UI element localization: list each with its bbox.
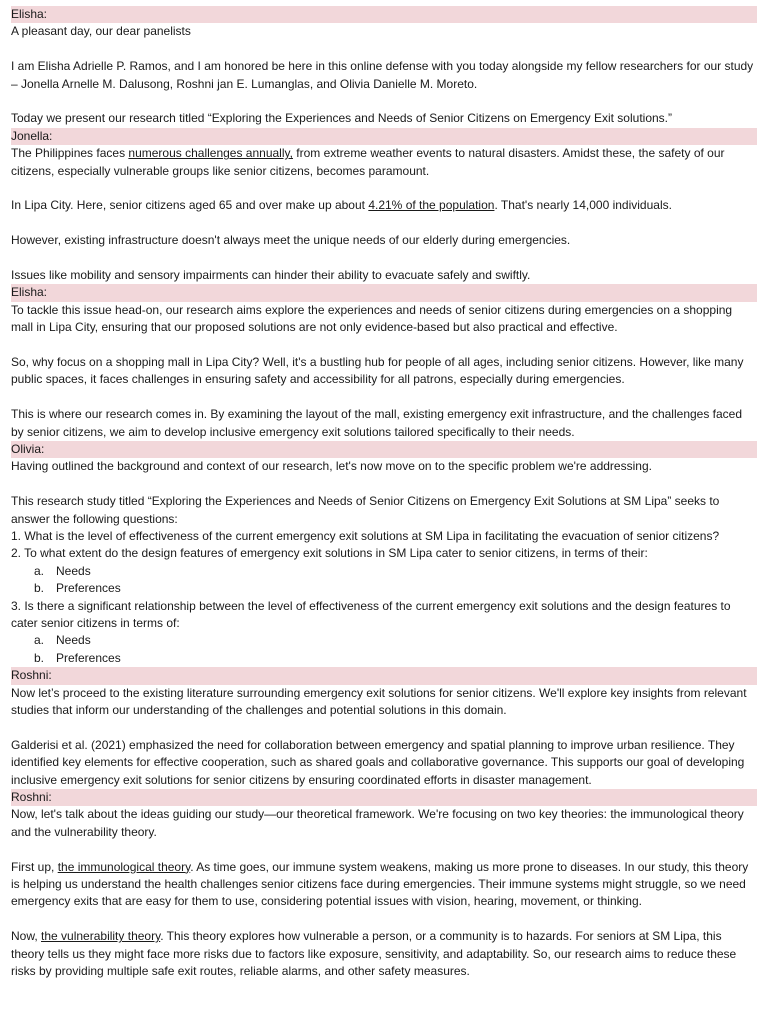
text-run: The Philippines faces [11, 146, 129, 161]
underlined-text: 4.21% of the population [368, 198, 495, 213]
vulnerability-theory-paragraph [11, 928, 757, 980]
list-item-text: Needs [56, 633, 91, 648]
literature-intro-paragraph: Now let’s proceed to the existing literature surrounding emergency exit solutions for senior citizens. We'll explore key insights from relevant studies that inform our understanding of the challenges and potential solutions in this domain. [11, 685, 747, 718]
impairments-paragraph: Issues like mobility and sensory impairments can hinder their ability to evacuate safely and swiftly. [11, 267, 531, 282]
underlined-text: the vulnerability theory [41, 929, 161, 944]
framework-intro-paragraph: Now, let's talk about the ideas guiding our study—our theoretical framework. We're focusing on two key theories: the immunological theory and the vulnerability theory. [11, 807, 744, 839]
text-run: from extreme weather events to natural disasters. Amidst these, the safety of our citizens, especially vulnerable groups like senior citizens, becomes paramount. [11, 146, 725, 178]
paragraph-gap [0, 911, 768, 928]
philippines-challenges-paragraph [11, 145, 757, 180]
research-aim-paragraph: To tackle this issue head-on, our research aims explore the experiences and needs of senior citizens during emergencies on a shopping mall in Lipa City, ensuring that our proposed solutions are not only evidence-based but also practical and effective. [11, 302, 733, 335]
speaker-label-jonella: Jonella: [11, 128, 757, 145]
list-item [34, 580, 757, 597]
paragraph-gap [0, 476, 768, 493]
mall-focus-paragraph: So, why focus on a shopping mall in Lipa City? Well, it's a bustling hub for people of all ages, including senior citizens. However, like many public spaces, it faces challenges in ensuring safety and accessibility for all patrons, especially during emergencies. [11, 354, 744, 387]
paragraph-gap [0, 337, 768, 354]
paragraph-gap [0, 180, 768, 197]
underlined-text: the immunological theory [57, 859, 191, 874]
infrastructure-paragraph: However, existing infrastructure doesn't always meet the unique needs of our elderly during emergencies. [11, 233, 571, 248]
text-run: . As time goes, our immune system weakens, making us more prone to diseases. In our study, this theory is helping us understand the health challenges senior citizens face during emergencies. Their immune systems might struggle, so we need emergency exits that are easy for them to use, considering potential issues with vision, hearing, movement, or thinking. [11, 859, 749, 909]
research-title-paragraph: Today we present our research titled “Exploring the Experiences and Needs of Senior Citizens on Emergency Exit solutions.” [11, 111, 673, 126]
paragraph-gap [0, 215, 768, 232]
speaker-label-olivia: Olivia: [11, 441, 757, 458]
paragraph-gap [0, 719, 768, 736]
immunological-theory-paragraph [11, 859, 757, 911]
lipa-population-paragraph [11, 197, 757, 214]
paragraph-gap [0, 250, 768, 267]
question-3: 3. Is there a significant relationship between the level of effectiveness of the current emergency exit solutions and the design features to cater senior citizens in terms of: [11, 598, 731, 631]
speaker-label-roshni: Roshni: [11, 667, 757, 684]
list-marker: a. [34, 563, 45, 578]
speaker-label-elisha: Elisha: [11, 6, 757, 23]
galderisi-paragraph: Galderisi et al. (2021) emphasized the need for collaboration between emergency and spatial planning to improve urban resilience. They identified key elements for effective cooperation, such as shared goals and collaborative governance. This supports our goal of developing inclusive emergency exit solutions for senior citizens by ensuring coordinated efforts in disaster management. [11, 737, 745, 787]
research-approach-paragraph: This is where our research comes in. By examining the layout of the mall, existing emergency exit infrastructure, and the challenges faced by senior citizens, we aim to develop inclusive emergency exit solutions tailored specifically to their needs. [11, 407, 743, 439]
text-run: . This theory explores how vulnerable a person, or a community is to hazards. For seniors at SM Lipa, this theory tells us they might face more risks due to factors like exposure, sensitivity, and adaptability. So, our research aims to reduce these risks by providing multiple safe exit routes, reliable alarms, and other safety measures. [11, 929, 737, 979]
list-item [34, 650, 757, 667]
list-marker: b. [34, 581, 45, 596]
list-item-text: Preferences [56, 581, 121, 596]
list-item-text: Needs [56, 563, 91, 578]
question-2: 2. To what extent do the design features of emergency exit solutions in SM Lipa cater to senior citizens, in terms of their: [11, 546, 648, 561]
text-run: In Lipa City. Here, senior citizens aged 65 and over make up about [11, 198, 369, 213]
introduction-paragraph: I am Elisha Adrielle P. Ramos, and I am honored be here in this online defense with you today alongside my fellow researchers for our study – Jonella Arnelle M. Dalusong, Roshni jan E. Lumanglas, and Olivia Danielle M. Moreto. [11, 59, 754, 91]
greeting-paragraph: A pleasant day, our dear panelists [11, 24, 191, 39]
question-1: 1. What is the level of effectiveness of the current emergency exit solutions at SM Lipa in facilitating the evacuation of senior citizens? [11, 529, 720, 543]
speaker-label-elisha: Elisha: [11, 284, 757, 301]
text-run: First up, [11, 859, 58, 874]
paragraph-gap [0, 93, 768, 110]
speaker-label-roshni: Roshni: [11, 789, 757, 806]
paragraph-gap [0, 841, 768, 858]
text-run: Now, [11, 929, 42, 944]
paragraph-gap [0, 389, 768, 406]
underlined-text: numerous challenges annually, [128, 146, 293, 161]
problem-transition-paragraph: Having outlined the background and context of our research, let's now move on to the specific problem we're addressing. [11, 459, 652, 474]
list-marker: a. [34, 633, 45, 648]
list-item [34, 632, 757, 649]
list-marker: b. [34, 650, 45, 665]
list-item [34, 563, 757, 580]
study-questions-intro: This research study titled “Exploring the Experiences and Needs of Senior Citizens on Emergency Exit Solutions at SM Lipa” seeks to answer the following questions: [11, 494, 720, 526]
list-item-text: Preferences [56, 650, 121, 665]
paragraph-gap [0, 41, 768, 58]
text-run: . That's nearly 14,000 individuals. [494, 198, 672, 213]
